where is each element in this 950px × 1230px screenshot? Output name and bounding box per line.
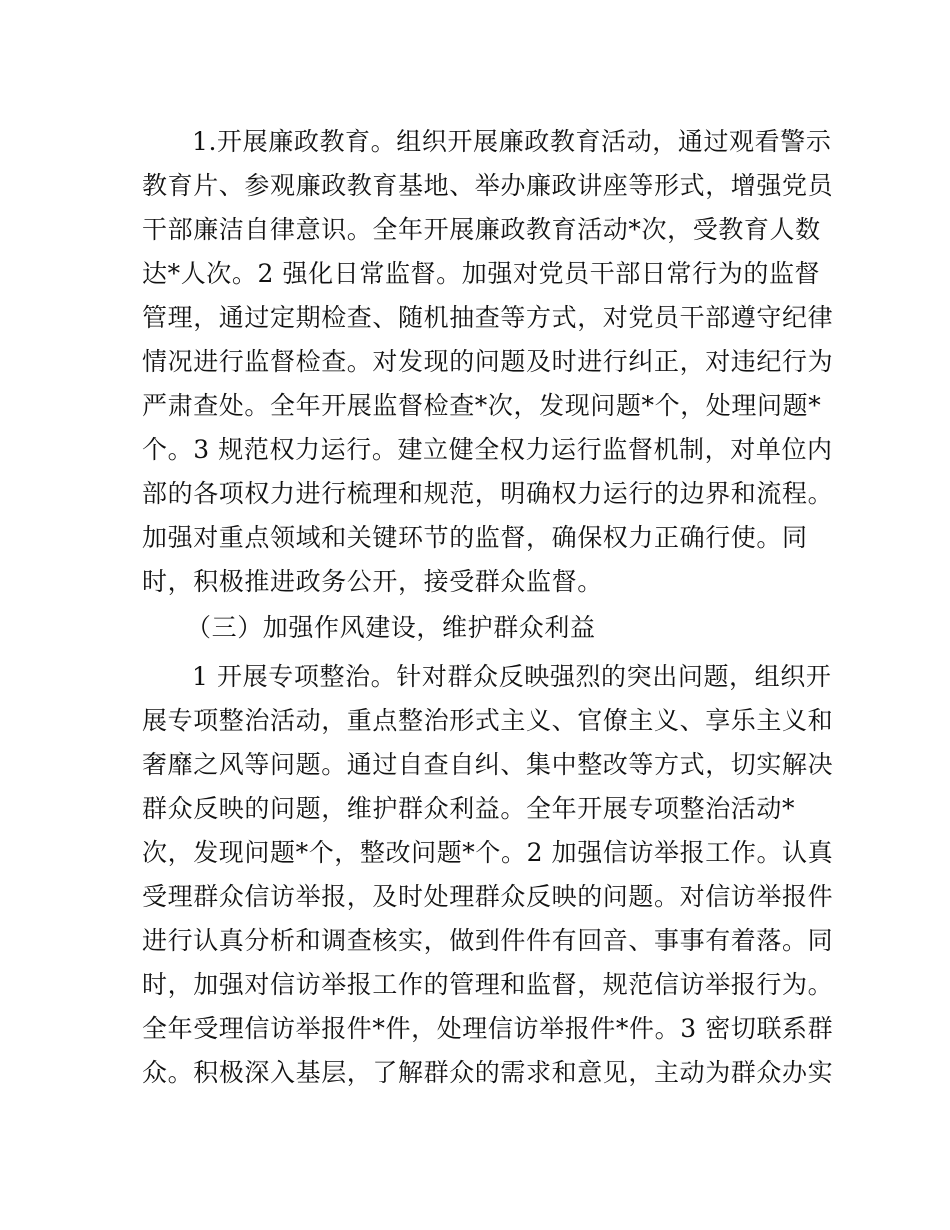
paragraph-line: 严肃查处。全年开展监督检查*次，发现问题*个，处理问题* bbox=[142, 391, 822, 420]
paragraph-line: 1.开展廉政教育。组织开展廉政教育活动，通过观看警示 bbox=[192, 127, 832, 156]
paragraph-line: 1 开展专项整治。针对群众反映强烈的突出问题，组织开 bbox=[192, 662, 832, 691]
section-heading: （三）加强作风建设，维护群众利益 bbox=[186, 613, 596, 642]
paragraph-line: 群众反映的问题，维护群众利益。全年开展专项整治活动* bbox=[142, 794, 796, 823]
paragraph-line: 加强对重点领域和关键环节的监督，确保权力正确行使。同 bbox=[142, 523, 808, 552]
paragraph-line: 个。3 规范权力运行。建立健全权力运行监督机制，对单位内 bbox=[142, 435, 833, 464]
paragraph-line: 达*人次。2 强化日常监督。加强对党员干部日常行为的监督 bbox=[142, 259, 821, 288]
paragraph-line: 受理群众信访举报，及时处理群众反映的问题。对信访举报件 bbox=[142, 882, 834, 911]
paragraph-line: 教育片、参观廉政教育基地、举办廉政讲座等形式，增强党员 bbox=[142, 171, 834, 200]
paragraph-line: 情况进行监督检查。对发现的问题及时进行纠正，对违纪行为 bbox=[142, 347, 834, 376]
paragraph-line: 次，发现问题*个，整改问题*个。2 加强信访举报工作。认真 bbox=[142, 838, 834, 867]
paragraph-line: 干部廉洁自律意识。全年开展廉政教育活动*次，受教育人数 bbox=[142, 215, 821, 244]
paragraph-line: 部的各项权力进行梳理和规范，明确权力运行的边界和流程。 bbox=[142, 479, 834, 508]
paragraph-line: 时，加强对信访举报工作的管理和监督，规范信访举报行为。 bbox=[142, 970, 834, 999]
paragraph-line: 众。积极深入基层，了解群众的需求和意见，主动为群众办实 bbox=[142, 1058, 834, 1087]
paragraph-line: 时，积极推进政务公开，接受群众监督。 bbox=[142, 567, 603, 596]
paragraph-line: 展专项整治活动，重点整治形式主义、官僚主义、享乐主义和 bbox=[142, 706, 834, 735]
paragraph-line: 全年受理信访举报件*件，处理信访举报件*件。3 密切联系群 bbox=[142, 1014, 834, 1043]
paragraph-line: 进行认真分析和调查核实，做到件件有回音、事事有着落。同 bbox=[142, 926, 834, 955]
paragraph-line: 管理，通过定期检查、随机抽查等方式，对党员干部遵守纪律 bbox=[142, 303, 834, 332]
paragraph-line: 奢靡之风等问题。通过自查自纠、集中整改等方式，切实解决 bbox=[142, 750, 834, 779]
